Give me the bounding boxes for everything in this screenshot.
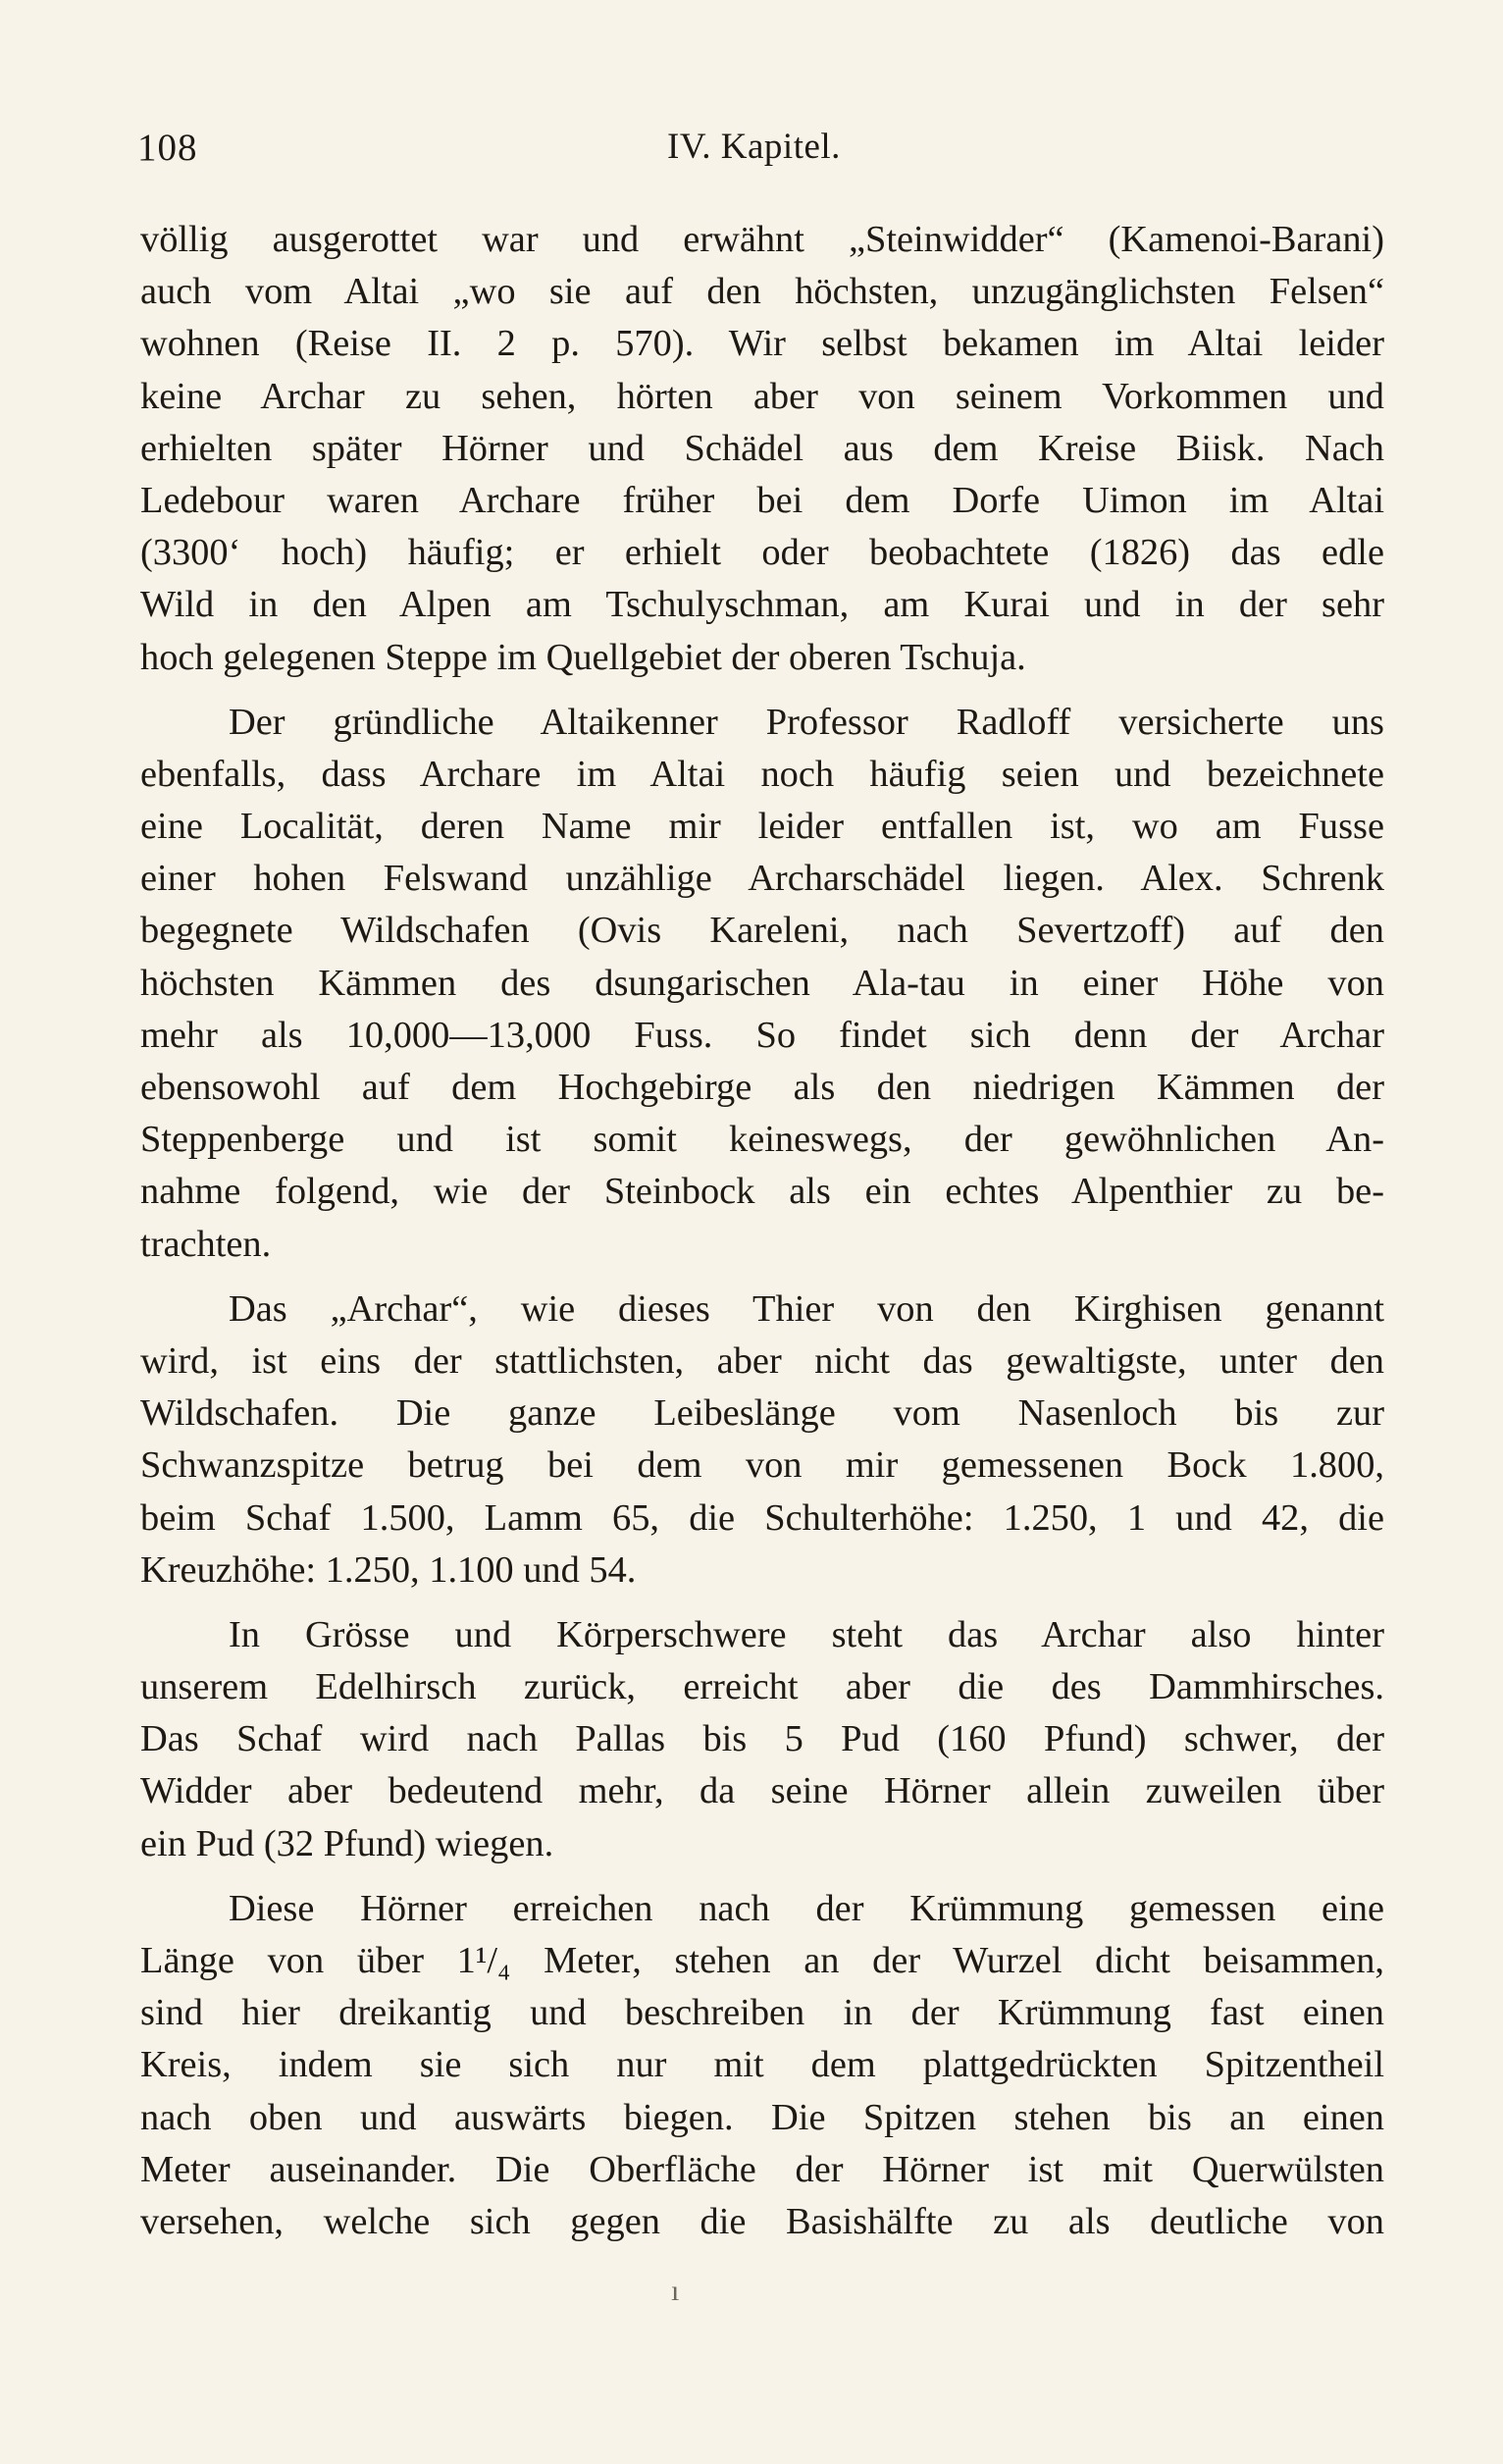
text-line: völlig ausgerottet war und erwähnt „Steinwidder“ (Kamenoi-Barani) [140, 219, 1384, 260]
paragraph [140, 697, 1384, 1271]
text-line: eine Localität, deren Name mir leider entfallen ist, wo am Fusse [140, 806, 1384, 848]
text-line: In Grösse und Körperschwere steht das Archar also hinter [229, 1613, 1384, 1655]
text-line: Länge von über 1¹/₄ Meter, stehen an der Wurzel dicht beisammen, [140, 1940, 1384, 1981]
text-line: Wildschafen. Die ganze Leibeslänge vom Nasenloch bis zur [140, 1392, 1384, 1435]
text-line: Steppenberge und ist somit keineswegs, der gewöhnlichen An- [140, 1119, 1384, 1161]
paragraph [140, 1609, 1384, 1870]
text-line: hoch gelegenen Steppe im Quellgebiet der oberen Tschuja. [140, 636, 1026, 678]
footer-mark: ı [671, 2275, 680, 2307]
text-line: auch vom Altai „wo sie auf den höchsten, unzugänglichsten Felsen“ [140, 271, 1384, 313]
paragraph [140, 1883, 1384, 2248]
text-line: höchsten Kämmen des dsungarischen Ala-tau in einer Höhe von [140, 962, 1384, 1004]
text-line: erhielten später Hörner und Schädel aus dem Kreise Biisk. Nach [140, 427, 1384, 469]
text-line: Schwanzspitze betrug bei dem von mir gemessenen Bock 1.800, [140, 1444, 1384, 1487]
text-line: keine Archar zu sehen, hörten aber von seinem Vorkommen und [140, 375, 1384, 417]
text-line: Das Schaf wird nach Pallas bis 5 Pud (160 Pfund) schwer, der [140, 1718, 1384, 1760]
text-line: wird, ist eins der stattlichsten, aber nicht das gewaltigste, unter den [140, 1339, 1384, 1382]
text-line: wohnen (Reise II. 2 p. 570). Wir selbst bekamen im Altai leider [140, 323, 1384, 365]
text-line: unserem Edelhirsch zurück, erreicht aber die des Dammhirsches. [140, 1666, 1384, 1708]
body-text [140, 214, 1384, 2261]
text-line: mehr als 10,000—13,000 Fuss. So findet sich denn der Archar [140, 1014, 1384, 1056]
running-head: IV. Kapitel. [667, 127, 841, 167]
text-line: (3300‘ hoch) häufig; er erhielt oder beobachtete (1826) das edle [140, 532, 1384, 574]
text-line: Ledebour waren Archare früher bei dem Dorfe Uimon im Altai [140, 479, 1384, 521]
text-line: nahme folgend, wie der Steinbock als ein echtes Alpenthier zu be- [140, 1171, 1384, 1213]
text-line: sind hier dreikantig und beschreiben in der Krümmung fast einen [140, 1992, 1384, 2034]
text-line: trachten. [140, 1223, 272, 1265]
page-number: 108 [137, 127, 198, 169]
text-line: beim Schaf 1.500, Lamm 65, die Schulterhöhe: 1.250, 1 und 42, die [140, 1496, 1384, 1539]
paragraph [140, 214, 1384, 684]
text-line: begegnete Wildschafen (Ovis Kareleni, nach Severtzoff) auf den [140, 910, 1384, 952]
text-line: versehen, welche sich gegen die Basishälfte zu als deutliche von [140, 2200, 1384, 2242]
text-line: Meter auseinander. Die Oberfläche der Hörner ist mit Querwülsten [140, 2148, 1384, 2190]
text-line: einer hohen Felswand unzählige Archarschädel liegen. Alex. Schrenk [140, 858, 1384, 900]
paragraph [140, 1284, 1384, 1597]
text-line: Kreis, indem sie sich nur mit dem plattgedrückten Spitzentheil [140, 2044, 1384, 2086]
text-line: ebenfalls, dass Archare im Altai noch häufig seien und bezeichnete [140, 753, 1384, 795]
text-line: Der gründliche Altaikenner Professor Radloff versicherte uns [229, 701, 1384, 743]
text-line: Kreuzhöhe: 1.250, 1.100 und 54. [140, 1548, 637, 1591]
text-line: Widder aber bedeutend mehr, da seine Hörner allein zuweilen über [140, 1770, 1384, 1812]
text-line: ebensowohl auf dem Hochgebirge als den niedrigen Kämmen der [140, 1067, 1384, 1108]
text-line: ein Pud (32 Pfund) wiegen. [140, 1822, 554, 1864]
text-line: Das „Archar“, wie dieses Thier von den Kirghisen genannt [229, 1287, 1384, 1330]
page-header [137, 126, 1385, 184]
text-line: Diese Hörner erreichen nach der Krümmung gemessen eine [229, 1887, 1384, 1929]
text-line: nach oben und auswärts biegen. Die Spitzen stehen bis an einen [140, 2096, 1384, 2138]
text-line: Wild in den Alpen am Tschulyschman, am Kurai und in der sehr [140, 584, 1384, 626]
